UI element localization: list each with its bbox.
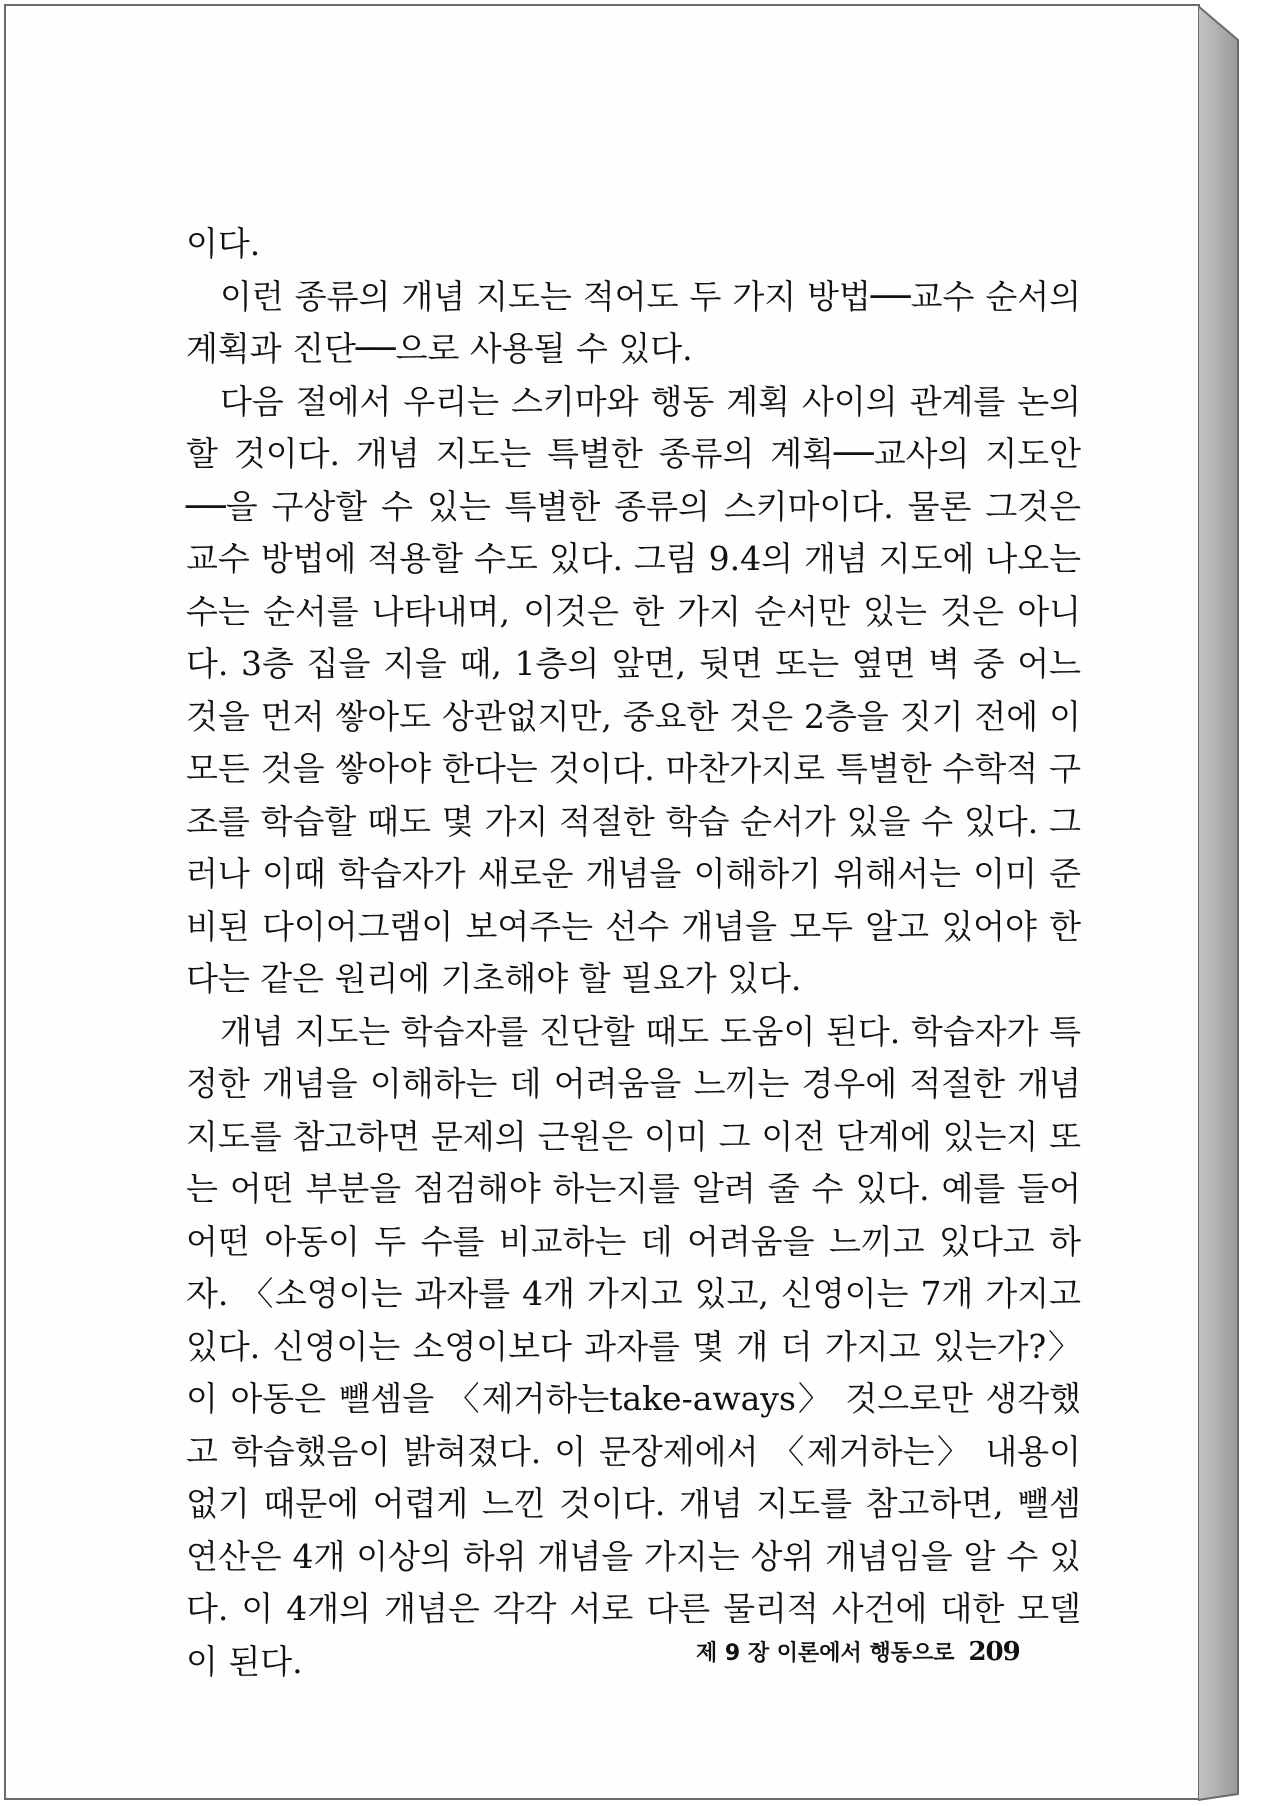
paragraph-continuation: 이다.	[186, 224, 261, 263]
page-body-text	[186, 218, 1081, 1688]
page-edge-graphic	[1198, 4, 1288, 1806]
paragraph-schema-and-plans: 다음 절에서 우리는 스키마와 행동 계획 사이의 관계를 논의할 것이다. 개념 지도는 특별한 종류의 계획──교사의 지도안──을 구상할 수 있는 특별한 종류의 스키마이다. 물론 그것은 교수 방법에 적용할 수도 있다. 그림 9.4의 개념 지도에 나오는 수는 순서를 나타내며, 이것은 한 가지 순서만 있는 것은 아니다. 3층 집을 지을 때, 1층의 앞면, 뒷면 또는 옆면 벽 중 어느 것을 먼저 쌓아도 상관없지만, 중요한 것은 2층을 짓기 전에 이 모든 것을 쌓아야 한다는 것이다. 마찬가지로 특별한 수학적 구조를 학습할 때도 몇 가지 적절한 학습 순서가 있을 수 있다. 그러나 이때 학습자가 새로운 개념을 이해하기 위해서는 이미 준비된 다이어그램이 보여주는 선수 개념을 모두 알고 있어야 한다는 같은 원리에 기초해야 할 필요가 있다.	[186, 381, 1081, 998]
book-page	[4, 4, 1200, 1800]
chapter-title: 제 9 장 이론에서 행동으로	[696, 1641, 955, 1666]
page-number: 209	[968, 1637, 1020, 1667]
paragraph-concept-map-uses: 이런 종류의 개념 지도는 적어도 두 가지 방법──교수 순서의 계획과 진단──으로 사용될 수 있다.	[186, 276, 1081, 368]
running-footer	[696, 1636, 1056, 1667]
paragraph-diagnosis: 개념 지도는 학습자를 진단할 때도 도움이 된다. 학습자가 특정한 개념을 이해하는 데 어려움을 느끼는 경우에 적절한 개념 지도를 참고하면 문제의 근원은 이미 그 이전 단계에 있는지 또는 어떤 부분을 점검해야 하는지를 알려 줄 수 있다. 예를 들어 어떤 아동이 두 수를 비교하는 데 어려움을 느끼고 있다고 하자. 〈소영이는 과자를 4개 가지고 있고, 신영이는 7개 가지고 있다. 신영이는 소영이보다 과자를 몇 개 더 가지고 있는가?〉 이 아동은 뺄셈을 〈제거하는take-aways〉 것으로만 생각했고 학습했음이 밝혀졌다. 이 문장제에서 〈제거하는〉 내용이 없기 때문에 어렵게 느낀 것이다. 개념 지도를 참고하면, 뺄셈 연산은 4개 이상의 하위 개념을 가지는 상위 개념임을 알 수 있다. 이 4개의 개념은 각각 서로 다른 물리적 사건에 대한 모델이 된다.	[186, 1011, 1081, 1681]
